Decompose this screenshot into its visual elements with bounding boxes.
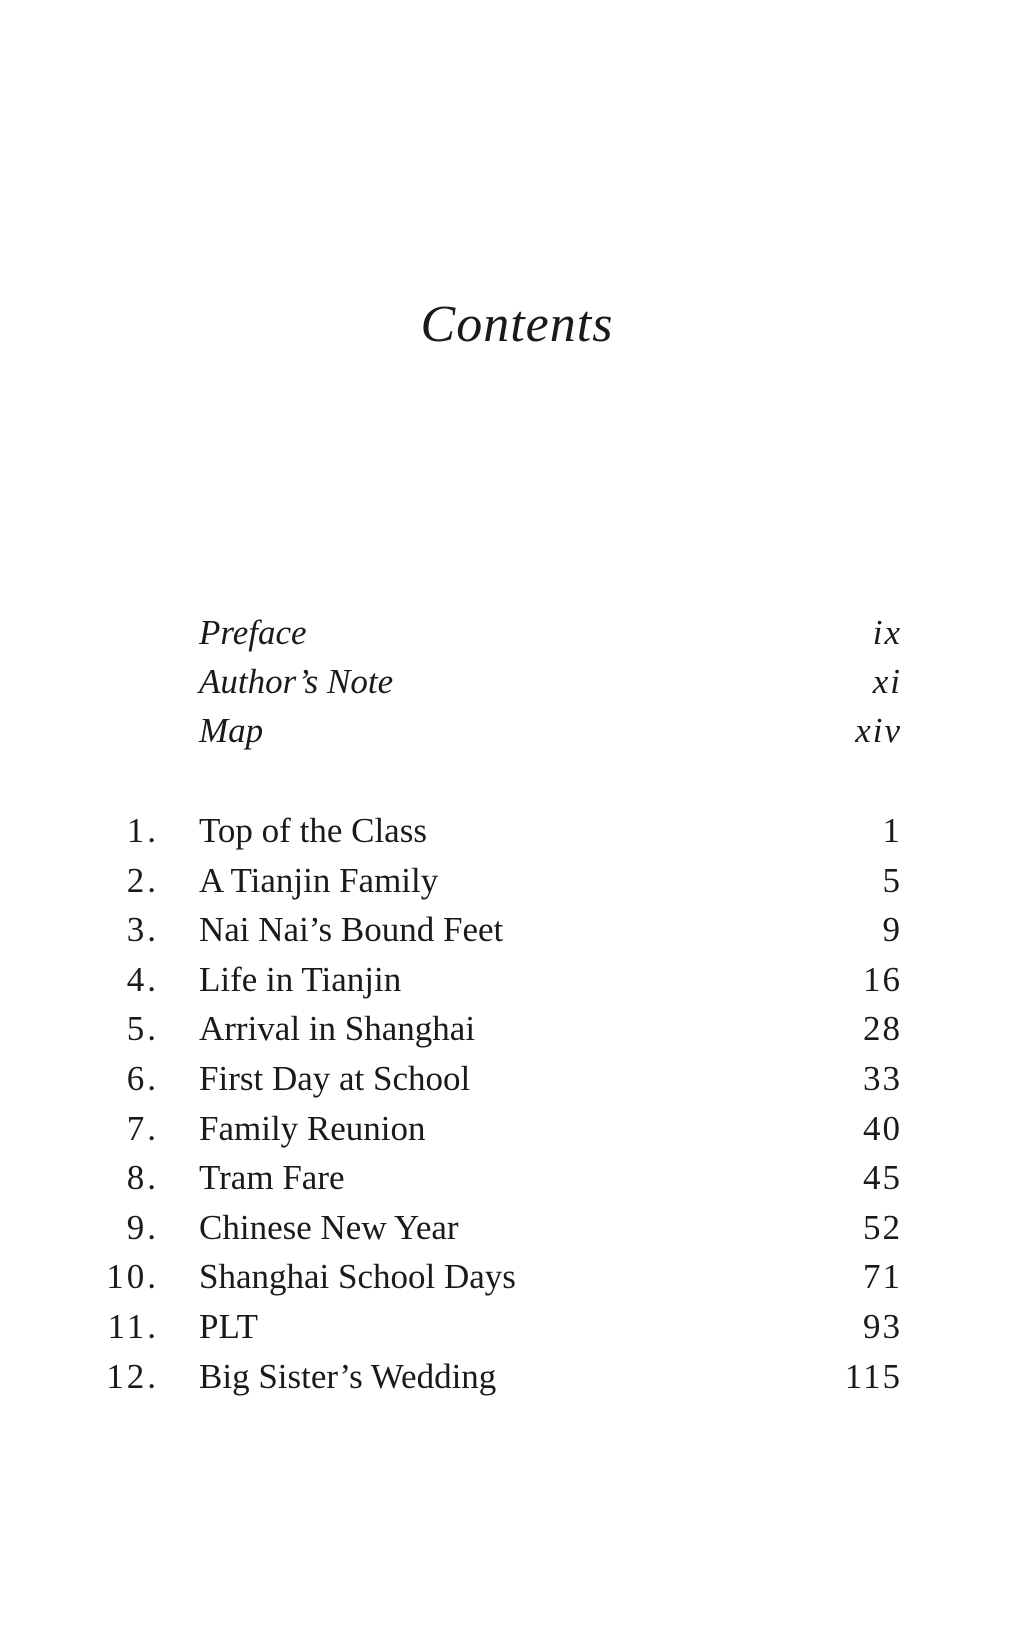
entry-label: Author’s Note (199, 662, 394, 701)
toc-entry-chapter[interactable] (0, 856, 1034, 906)
chapter-number: 4. (126, 959, 159, 999)
toc-entry-preface[interactable] (0, 608, 1034, 657)
entry-label: Shanghai School Days (199, 1257, 516, 1297)
toc-entry-chapter[interactable] (0, 806, 1034, 856)
entry-page: 52 (863, 1207, 902, 1247)
entry-label: A Tianjin Family (199, 860, 439, 900)
toc-entry-chapter[interactable] (0, 1302, 1034, 1352)
toc-entry-chapter[interactable] (0, 1104, 1034, 1154)
entry-page: xi (872, 662, 902, 701)
chapter-number: 7. (126, 1108, 159, 1148)
entry-page: 28 (863, 1009, 902, 1049)
chapter-number: 11. (107, 1306, 159, 1346)
entry-page: 40 (863, 1108, 902, 1148)
chapter-number: 3. (126, 910, 159, 950)
entry-label: Tram Fare (199, 1158, 345, 1198)
chapter-number: 5. (126, 1009, 159, 1049)
entry-page: ix (872, 613, 902, 652)
entry-page: 71 (863, 1257, 902, 1297)
chapter-number: 12. (106, 1356, 159, 1396)
toc-entry-chapter[interactable] (0, 955, 1034, 1005)
entry-page: 93 (863, 1306, 902, 1346)
toc-entry-authors-note[interactable] (0, 657, 1034, 706)
entry-page: 45 (863, 1158, 902, 1198)
toc-entry-chapter[interactable] (0, 1203, 1034, 1253)
entry-label: Map (199, 711, 264, 750)
entry-page: 16 (863, 959, 902, 999)
entry-label: Arrival in Shanghai (199, 1009, 476, 1049)
chapter-number: 6. (126, 1058, 159, 1098)
entry-page: 33 (863, 1058, 902, 1098)
toc-entry-chapter[interactable] (0, 1153, 1034, 1203)
chapter-number: 9. (126, 1207, 159, 1247)
entry-label: Chinese New Year (199, 1207, 459, 1247)
toc-entry-chapter[interactable] (0, 1352, 1034, 1402)
toc-entry-chapter[interactable] (0, 1252, 1034, 1302)
front-matter-list (0, 608, 1034, 755)
entry-page: 115 (844, 1356, 902, 1396)
entry-label: Family Reunion (199, 1108, 426, 1148)
entry-label: Preface (199, 613, 307, 652)
entry-label: Top of the Class (199, 811, 427, 850)
chapter-number: 8. (126, 1158, 159, 1198)
toc-entry-chapter[interactable] (0, 1004, 1034, 1054)
entry-label: Big Sister’s Wedding (199, 1356, 497, 1396)
chapter-list (0, 806, 1034, 1401)
entry-label: Life in Tianjin (199, 959, 402, 999)
toc-entry-chapter[interactable] (0, 1054, 1034, 1104)
entry-label: Nai Nai’s Bound Feet (199, 910, 504, 950)
page-title: Contents (420, 296, 614, 353)
toc-entry-chapter[interactable] (0, 905, 1034, 955)
chapter-number: 10. (106, 1257, 159, 1297)
toc-entry-map[interactable] (0, 706, 1034, 755)
entry-page: 1 (882, 811, 902, 850)
entry-label: PLT (199, 1306, 259, 1346)
entry-page: 5 (882, 860, 902, 900)
chapter-number: 1. (126, 811, 159, 850)
entry-label: First Day at School (199, 1058, 471, 1098)
entry-page: xiv (855, 711, 902, 750)
chapter-number: 2. (126, 860, 159, 900)
entry-page: 9 (882, 910, 902, 950)
